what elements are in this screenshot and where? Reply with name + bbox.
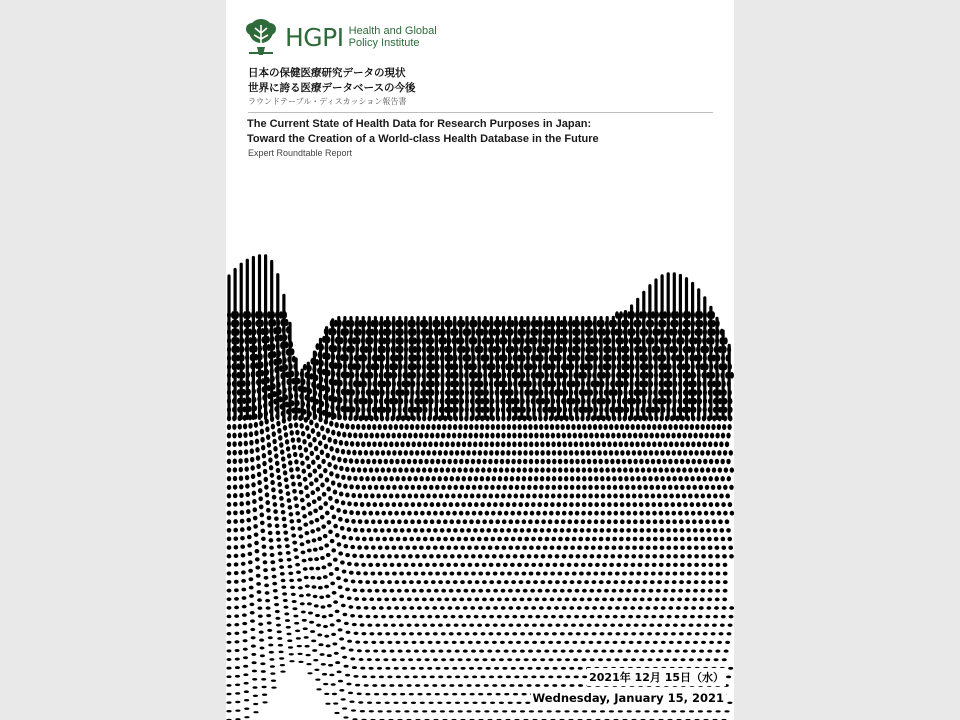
english-subtitle: Expert Roundtable Report bbox=[248, 148, 353, 158]
logo-org-name bbox=[349, 25, 437, 49]
title-divider bbox=[248, 112, 713, 113]
report-cover bbox=[226, 0, 734, 720]
event-date-english: Wednesday, January 15, 2021 bbox=[532, 691, 724, 705]
dotted-wave-graphic bbox=[226, 0, 734, 720]
tree-icon bbox=[243, 17, 279, 57]
english-title-line2: Toward the Creation of a World-class Health Database in the Future bbox=[247, 133, 599, 145]
english-title-line1: The Current State of Health Data for Research Purposes in Japan: bbox=[247, 118, 592, 130]
logo-name-line2: Policy Institute bbox=[348, 37, 420, 49]
logo-wordmark: HGPI bbox=[285, 22, 344, 52]
japanese-title-line2: 世界に誇る医療データベースの今後 bbox=[248, 82, 416, 94]
japanese-title-line1: 日本の保健医療研究データの現状 bbox=[248, 67, 406, 79]
logo-name-line1: Health and Global bbox=[348, 25, 437, 37]
japanese-subtitle: ラウンドテーブル・ディスカッション報告書 bbox=[248, 97, 407, 106]
hgpi-logo bbox=[243, 16, 437, 58]
japanese-title bbox=[248, 66, 415, 96]
english-title bbox=[247, 117, 599, 147]
event-date-japanese: 2021年 12月 15日（水） bbox=[587, 668, 726, 686]
